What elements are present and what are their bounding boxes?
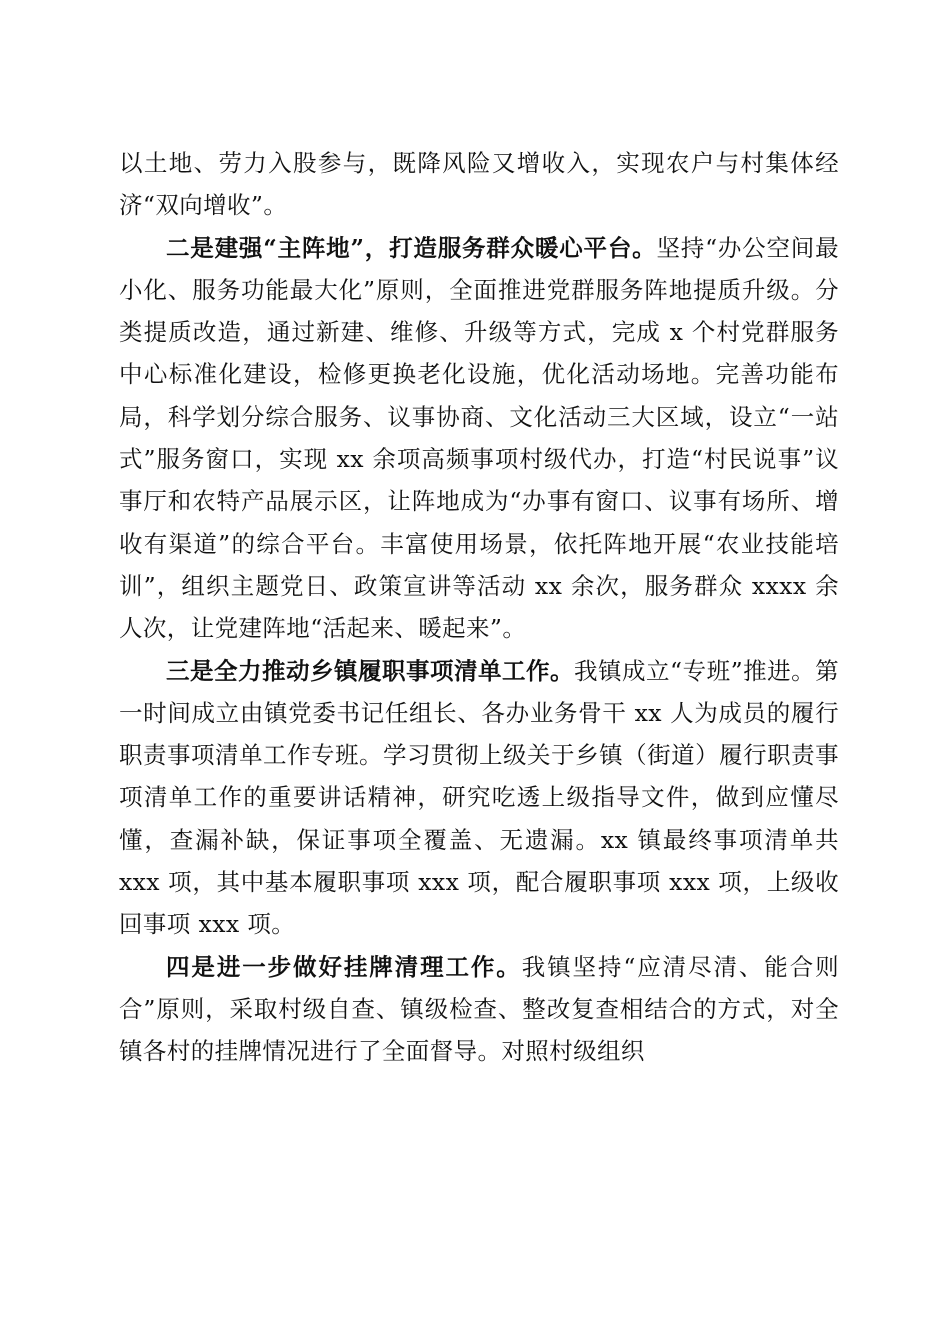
paragraph-body: 我镇坚持“应清尽清、能合则合”原则，采取村级自查、镇级检查、整改复查相结合的方式，对全镇各村的挂牌情况进行了全面督导。对照村级组织 [119, 952, 839, 1066]
paragraph-body: 坚持“办公空间最小化、服务功能最大化”原则，全面推进党群服务阵地提质升级。分类提质改造，通过新建、维修、升级等方式，完成 x 个村党群服务中心标准化建设，检修更换老化设施，优化活动场地。完善功能布局，科学划分综合服务、议事协商、文化活动三大区域，设立“一站式”服务窗口，实现 xx 余项高频事项村级代办，打造“村民说事”议事厅和农特产品展示区，让阵地成为“办事有窗口、议事有场所、增收有渠道”的综合平台。丰富使用场景，依托阵地开展“农业技能培训”，组织主题党日、政策宣讲等活动 xx 余次，服务群众 xxxx 余人次，让党建阵地“活起来、暖起来”。 [119, 233, 840, 643]
paragraph-sign-cleanup [119, 946, 839, 1073]
paragraph-heading: 四是进一步做好挂牌清理工作。 [166, 952, 522, 981]
paragraph-duty-list [119, 650, 839, 946]
paragraph-body: 我镇成立“专班”推进。第一时间成立由镇党委书记任组长、各办业务骨干 xx 人为成员的履行职责事项清单工作专班。学习贯彻上级关于乡镇（街道）履行职责事项清单工作的重要讲话精神，研究吃透上级指导文件，做到应懂尽懂，查漏补缺，保证事项全覆盖、无遗漏。xx 镇最终事项清单共 xxx 项，其中基本履职事项 xxx 项，配合履职事项 xxx 项，上级收回事项 xxx 项。 [119, 656, 839, 939]
paragraph-service-position [119, 227, 839, 650]
paragraph-heading: 二是建强“主阵地”，打造服务群众暖心平台。 [166, 233, 657, 262]
paragraph-continuation [119, 142, 839, 227]
document-body [119, 142, 839, 1073]
paragraph-heading: 三是全力推动乡镇履职事项清单工作。 [166, 656, 575, 685]
paragraph-body: 以土地、劳力入股参与，既降风险又增收入，实现农户与村集体经济“双向增收”。 [119, 149, 839, 220]
